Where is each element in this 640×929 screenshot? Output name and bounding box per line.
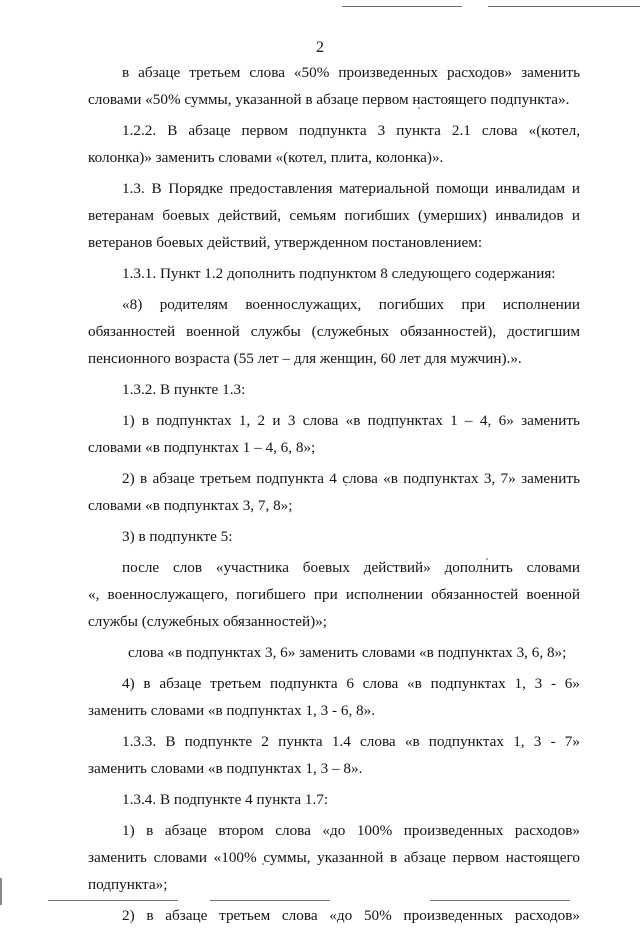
text-line: 1) в абзаце втором слова «до 100% произведенных расходов» (122, 822, 580, 839)
text-line: колонка)» заменить словами «(котел, плита, колонка)». (88, 149, 444, 166)
document-body (88, 59, 580, 929)
paragraph (88, 260, 580, 287)
text-line: 1.3.1. Пункт 1.2 дополнить подпунктом 8 следующего содержания: (122, 265, 556, 282)
text-line: 1.3.2. В пункте 1.3: (122, 381, 246, 398)
paragraph (88, 817, 580, 898)
scan-edge-mark (0, 878, 2, 905)
scan-edge-line (488, 6, 640, 7)
text-line: в абзаце третьем слова «50% произведенных расходов» заменить (122, 64, 580, 81)
text-line: после слов «участника боевых действий» дополнить словами (122, 559, 580, 576)
text-line: заменить словами «в подпунктах 1, 3 - 6, 8». (88, 702, 376, 719)
paragraph (88, 639, 580, 666)
paragraph (88, 376, 580, 403)
text-line: подпункта»; (88, 876, 168, 893)
page-number: 2 (316, 39, 324, 56)
paragraph (88, 902, 580, 929)
text-line: словами «в подпунктах 1 – 4, 6, 8»; (88, 439, 316, 456)
text-line: 1.3.3. В подпункте 2 пункта 1.4 слова «в подпунктах 1, 3 - 7» (122, 733, 580, 750)
text-line: 1.3.4. В подпункте 4 пункта 1.7: (122, 791, 329, 808)
paragraph (88, 670, 580, 724)
paragraph (88, 728, 580, 782)
paragraph (88, 59, 580, 113)
scan-edge-line (342, 6, 462, 7)
text-line: слова «в подпунктах 3, 6» заменить словами «в подпунктах 3, 6, 8»; (128, 644, 567, 661)
text-line: ветеранов боевых действий, утвержденном постановлением: (88, 234, 483, 251)
text-line: 1) в подпунктах 1, 2 и 3 слова «в подпунктах 1 – 4, 6» заменить (122, 412, 580, 429)
text-line: пенсионного возраста (55 лет – для женщин, 60 лет для мужчин).». (88, 350, 522, 367)
paragraph (88, 786, 580, 813)
text-line: 2) в абзаце третьем слова «до 50% произведенных расходов» (122, 907, 580, 924)
text-line: 1.2.2. В абзаце первом подпункта 3 пункта 2.1 слова «(котел, (122, 122, 580, 139)
paragraph (88, 465, 580, 519)
text-line: словами «50% суммы, указанной в абзаце первом настоящего подпункта». (88, 91, 570, 108)
paragraph (88, 117, 580, 171)
text-line: ветеранам боевых действий, семьям погибших (умерших) инвалидов и (88, 207, 580, 224)
paragraph (88, 291, 580, 372)
text-line: «8) родителям военнослужащих, погибших при исполнении (122, 296, 580, 313)
text-line: заменить словами «в подпунктах 1, 3 – 8». (88, 760, 363, 777)
paragraph (88, 523, 580, 550)
paragraph (88, 554, 580, 635)
text-line: 3) в подпункте 5: (122, 528, 233, 545)
text-line: 2) в абзаце третьем подпункта 4 слова «в подпунктах 3, 7» заменить (122, 470, 580, 487)
paragraph (88, 175, 580, 256)
text-line: 4) в абзаце третьем подпункта 6 слова «в подпунктах 1, 3 - 6» (122, 675, 580, 692)
text-line: службы (служебных обязанностей)»; (88, 613, 328, 630)
text-line: 1.3. В Порядке предоставления материальной помощи инвалидам и (122, 180, 580, 197)
paragraph (88, 407, 580, 461)
text-line: словами «в подпунктах 3, 7, 8»; (88, 497, 293, 514)
text-line: «, военнослужащего, погибшего при исполнении обязанностей военной (88, 586, 580, 603)
text-line: заменить словами «100% суммы, указанной в абзаце первом настоящего (88, 849, 580, 866)
text-line: обязанностей военной службы (служебных обязанностей), достигшим (88, 323, 580, 340)
